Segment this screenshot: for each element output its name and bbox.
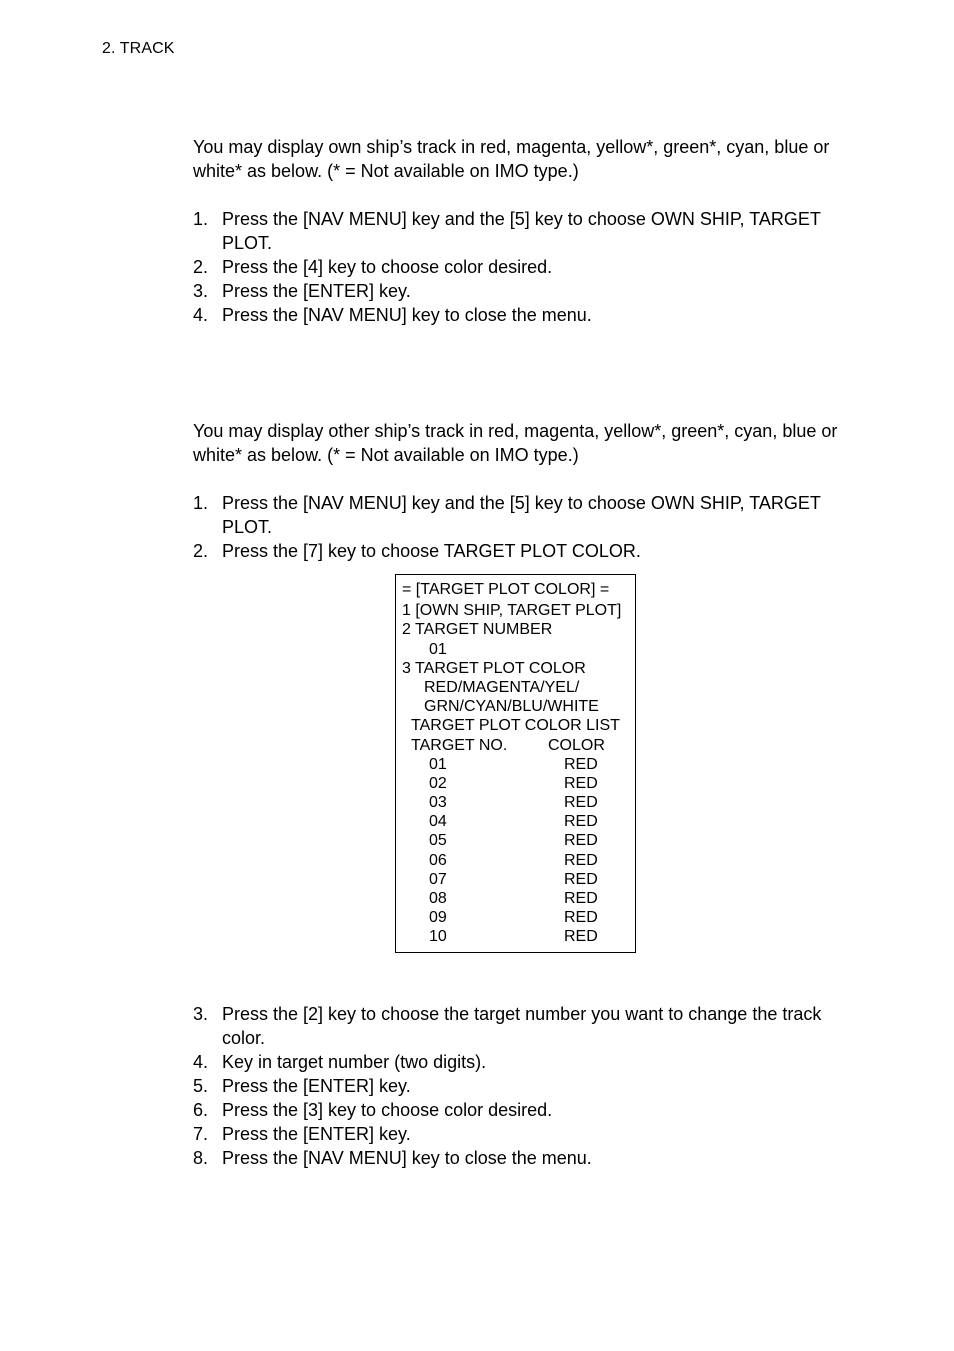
list-item: 7. Press the [ENTER] key.: [193, 1124, 411, 1144]
color-cell: RED: [564, 909, 598, 926]
color-cell: RED: [564, 928, 598, 945]
color-cell: RED: [564, 871, 598, 888]
color-cell: RED: [564, 832, 598, 849]
step-text: Press the [3] key to choose color desired.: [222, 1100, 553, 1120]
target-number-cell: 03: [429, 794, 447, 811]
menu-color-options-2: GRN/CYAN/BLU/WHITE: [424, 698, 599, 715]
table-row: [396, 793, 635, 812]
menu-col-color-header: COLOR: [548, 737, 605, 754]
color-cell: RED: [564, 813, 598, 830]
menu-item-own-ship: 1 [OWN SHIP, TARGET PLOT]: [402, 602, 622, 619]
target-number-cell: 05: [429, 832, 447, 849]
table-row: [396, 870, 635, 889]
table-row: [396, 831, 635, 850]
color-cell: RED: [564, 756, 598, 773]
target-number-cell: 08: [429, 890, 447, 907]
list-item: 3. Press the [ENTER] key.: [193, 281, 411, 301]
menu-item-target-plot-color: 3 TARGET PLOT COLOR: [402, 660, 586, 677]
menu-list-title: TARGET PLOT COLOR LIST: [411, 717, 620, 734]
target-number-cell: 04: [429, 813, 447, 830]
list-item: 4. Key in target number (two digits).: [193, 1052, 487, 1072]
target-number-cell: 01: [429, 756, 447, 773]
table-row: [396, 927, 635, 946]
step-text: Press the [NAV MENU] key to close the menu.: [222, 305, 592, 325]
list-item: 3. Press the [2] key to choose the target number you want to change the track color.: [193, 1004, 822, 1048]
other-ship-intro: You may display other ship’s track in red, magenta, yellow*, green*, cyan, blue or white* as below. (* = Not available on IMO type.): [193, 421, 838, 465]
list-item: 5. Press the [ENTER] key.: [193, 1076, 411, 1096]
target-number-cell: 06: [429, 852, 447, 869]
color-cell: RED: [564, 852, 598, 869]
list-item: 1. Press the [NAV MENU] key and the [5] key to choose OWN SHIP, TARGET PLOT.: [193, 493, 821, 537]
step-text: Press the [4] key to choose color desired.: [222, 257, 553, 277]
target-number-cell: 10: [429, 928, 447, 945]
target-plot-color-menu: [395, 574, 636, 953]
step-text: Press the [NAV MENU] key to close the menu.: [222, 1148, 592, 1168]
target-number-cell: 07: [429, 871, 447, 888]
color-cell: RED: [564, 890, 598, 907]
table-row: [396, 755, 635, 774]
step-text: Press the [ENTER] key.: [222, 1124, 411, 1144]
list-item: 2. Press the [7] key to choose TARGET PLOT COLOR.: [193, 541, 641, 561]
other-ship-steps-before: [193, 491, 843, 563]
other-ship-steps-after: [193, 1002, 843, 1170]
target-number-cell: 09: [429, 909, 447, 926]
list-item: 8. Press the [NAV MENU] key to close the menu.: [193, 1148, 592, 1168]
table-row: [396, 812, 635, 831]
table-row: [396, 889, 635, 908]
table-row: [396, 774, 635, 793]
target-number-cell: 02: [429, 775, 447, 792]
menu-col-target-header: TARGET NO.: [411, 737, 508, 754]
step-text: Press the [ENTER] key.: [222, 281, 411, 301]
section-header: 2. TRACK: [102, 40, 175, 57]
own-ship-intro: You may display own ship’s track in red, magenta, yellow*, green*, cyan, blue or white* as below. (* = Not available on IMO type.): [193, 137, 830, 181]
step-text: Press the [2] key to choose the target number you want to change the track color.: [222, 1004, 822, 1048]
step-text: Press the [ENTER] key.: [222, 1076, 411, 1096]
color-cell: RED: [564, 775, 598, 792]
list-item: 2. Press the [4] key to choose color desired.: [193, 257, 553, 277]
menu-color-options-1: RED/MAGENTA/YEL/: [424, 679, 580, 696]
step-text: Press the [NAV MENU] key and the [5] key to choose OWN SHIP, TARGET PLOT.: [222, 209, 821, 253]
step-text: Press the [7] key to choose TARGET PLOT COLOR.: [222, 541, 641, 561]
own-ship-steps: [193, 207, 843, 327]
menu-item-target-number: 2 TARGET NUMBER: [402, 621, 553, 638]
color-cell: RED: [564, 794, 598, 811]
menu-title: = [TARGET PLOT COLOR] =: [402, 581, 610, 598]
table-row: [396, 851, 635, 870]
list-item: 4. Press the [NAV MENU] key to close the menu.: [193, 305, 592, 325]
list-item: 6. Press the [3] key to choose color desired.: [193, 1100, 553, 1120]
menu-target-number-value: 01: [429, 641, 447, 658]
table-row: [396, 908, 635, 927]
step-text: Press the [NAV MENU] key and the [5] key to choose OWN SHIP, TARGET PLOT.: [222, 493, 821, 537]
step-text: Key in target number (two digits).: [222, 1052, 487, 1072]
list-item: 1. Press the [NAV MENU] key and the [5] key to choose OWN SHIP, TARGET PLOT.: [193, 209, 821, 253]
